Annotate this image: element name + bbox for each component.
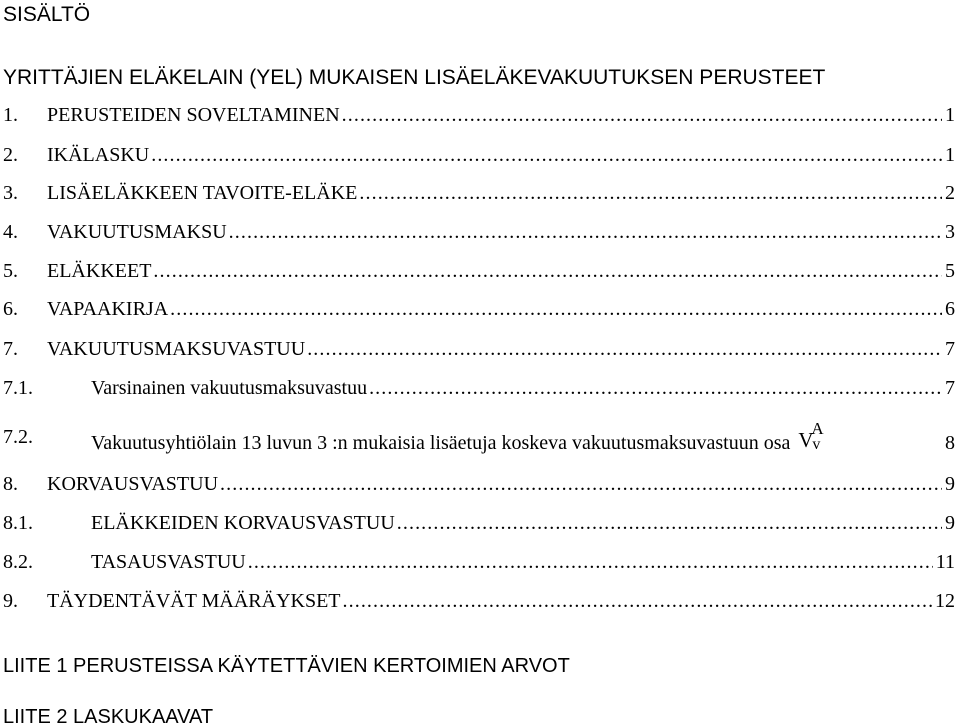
toc-leader-dots (151, 143, 942, 167)
toc-entry[interactable] (3, 103, 955, 127)
toc-entry[interactable] (3, 259, 955, 283)
section-title: YRITTÄJIEN ELÄKELAIN (YEL) MUKAISEN LISÄELÄKEVAKUUTUKSEN PERUSTEET (3, 66, 826, 89)
toc-leader-dots (397, 511, 942, 535)
toc-entry-number: 3. (3, 182, 18, 204)
toc-entry-title: LISÄELÄKKEEN TAVOITE-ELÄKE (47, 182, 358, 204)
toc-entry-page: 3 (945, 221, 955, 243)
toc-entry[interactable] (3, 511, 955, 535)
toc-entry[interactable] (3, 143, 955, 167)
toc-entry-title: VAKUUTUSMAKSU (47, 221, 227, 243)
toc-entry-number: 5. (3, 260, 18, 282)
toc-entry[interactable] (3, 472, 955, 496)
toc-entry-title: Varsinainen vakuutusmaksuvastuu (91, 377, 368, 399)
toc-entry-number: 1. (3, 104, 18, 126)
annex-2[interactable]: LIITE 2 LASKUKAAVAT (3, 706, 214, 728)
toc-entry-title: IKÄLASKU (47, 144, 150, 166)
toc-entry-number: 6. (3, 298, 18, 320)
toc-entry-page: 11 (935, 551, 955, 573)
toc-leader-dots (343, 589, 932, 613)
toc-entry-number: 7.1. (3, 377, 33, 399)
toc-entry-number: 7.2. (3, 426, 33, 448)
toc-entry-number: 8.1. (3, 512, 33, 534)
toc-entry[interactable] (3, 550, 955, 574)
toc-leader-dots (342, 103, 942, 127)
toc-entry-number: 4. (3, 221, 18, 243)
toc-entry[interactable] (3, 589, 955, 613)
toc-entry-page: 5 (945, 260, 955, 282)
toc-leader-dots (307, 337, 942, 361)
toc-entry[interactable] (3, 376, 955, 400)
toc-entry-number: 2. (3, 144, 18, 166)
toc-entry-page: 7 (945, 338, 955, 360)
toc-entry-page: 9 (945, 473, 955, 495)
toc-leader-dots (220, 472, 942, 496)
toc-entry-title: Vakuutusyhtiölain 13 luvun 3 :n mukaisia lisäetuja koskeva vakuutusmaksuvastuun osa (91, 432, 791, 454)
toc-entry-page: 1 (945, 104, 955, 126)
toc-entry-title: KORVAUSVASTUU (47, 473, 219, 495)
toc-entry-number: 8.2. (3, 551, 33, 573)
toc-entry[interactable] (3, 220, 955, 244)
toc-leader-dots (359, 181, 942, 205)
toc-entry-page: 8 (945, 432, 955, 454)
math-symbol-v-a-v: V A v (798, 419, 824, 453)
toc-leader-dots (153, 259, 942, 283)
toc-entry-title: ELÄKKEET (47, 260, 152, 282)
toc-entry-page: 1 (945, 144, 955, 166)
toc-leader-dots (170, 297, 942, 321)
toc-entry-page: 7 (945, 377, 955, 399)
toc-leader-dots (229, 220, 942, 244)
toc-entry-title: ELÄKKEIDEN KORVAUSVASTUU (91, 512, 395, 534)
annex-1[interactable]: LIITE 1 PERUSTEISSA KÄYTETTÄVIEN KERTOIMIEN ARVOT (3, 655, 570, 677)
toc-entry[interactable] (3, 337, 955, 361)
toc-leader-dots (369, 376, 942, 400)
toc-entry-number: 8. (3, 473, 18, 495)
toc-entry-title: VAPAAKIRJA (47, 298, 169, 320)
toc-entry[interactable] (3, 419, 955, 454)
toc-leader-dots (248, 550, 933, 574)
toc-entry-title: PERUSTEIDEN SOVELTAMINEN (47, 104, 340, 126)
toc-entry-number: 7. (3, 338, 18, 360)
toc-entry-page: 9 (945, 512, 955, 534)
page-heading: SISÄLTÖ (3, 3, 91, 26)
toc-entry-page: 2 (945, 182, 955, 204)
toc-entry-page: 12 (935, 590, 955, 612)
toc-entry[interactable] (3, 297, 955, 321)
toc-entry-page: 6 (945, 298, 955, 320)
toc-entry-title: TÄYDENTÄVÄT MÄÄRÄYKSET (47, 590, 341, 612)
toc-entry[interactable] (3, 181, 955, 205)
toc-entry-title: VAKUUTUSMAKSUVASTUU (47, 338, 306, 360)
toc-entry-number: 9. (3, 590, 18, 612)
toc-entry-title: TASAUSVASTUU (91, 551, 246, 573)
